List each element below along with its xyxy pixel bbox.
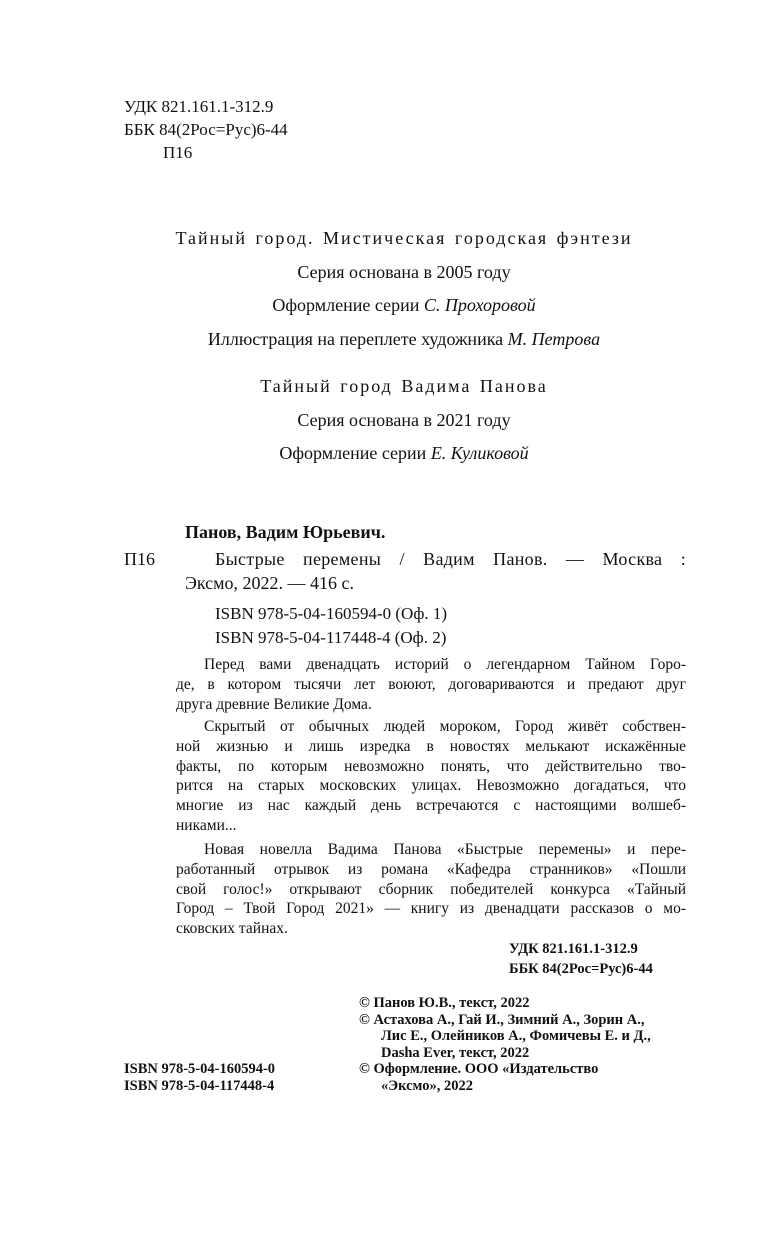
- series2-founded: Серия основана в 2021 году: [297, 410, 511, 430]
- annotation-line: никами...: [176, 816, 237, 834]
- copyright-line: © Оформление. ООО «Издательство: [359, 1061, 599, 1077]
- author-mark-top: П16: [163, 143, 193, 162]
- entry-author: Панов, Вадим Юрьевич.: [185, 522, 386, 542]
- annotation-line: сковских тайнах.: [176, 920, 288, 938]
- annotation-line: друга древние Великие Дома.: [176, 695, 372, 713]
- annotation-paragraph-3: [176, 840, 686, 939]
- series1-design-label: Оформление серии: [272, 295, 420, 315]
- copyright-line: © Панов Ю.В., текст, 2022: [359, 995, 530, 1011]
- isbn-line: ISBN 978-5-04-117448-4: [124, 1077, 275, 1094]
- annotation-line: ной жизнью и лишь изредка в новостях мелькают искажённые: [176, 737, 686, 755]
- entry-title-line2: Эксмо, 2022. — 416 с.: [185, 573, 355, 593]
- annotation-paragraph-1: [176, 655, 686, 714]
- isbn-line: ISBN 978-5-04-160594-0: [124, 1061, 276, 1077]
- series2-design-label: Оформление серии: [279, 443, 427, 463]
- series1-design: [0, 294, 768, 316]
- series1-illustration: [0, 328, 768, 350]
- series1-illustration-name: М. Петрова: [507, 329, 601, 349]
- annotation-line: де, в котором тысячи лет воюют, договариваются и предают друг: [176, 675, 686, 693]
- entry-isbn2: ISBN 978-5-04-117448-4 (Оф. 2): [215, 628, 447, 647]
- annotation-line: факты, по которым невозможно понять, что действительно тво-: [176, 757, 686, 775]
- bbk-code-bottom: ББК 84(2Рос=Рус)6-44: [509, 961, 653, 977]
- series2-design: [0, 442, 768, 464]
- copyright-line: «Эксмо», 2022: [381, 1077, 473, 1094]
- series2-title: Тайный город Вадима Панова: [260, 376, 548, 396]
- annotation-paragraph-2: [176, 717, 686, 836]
- copyright-line: © Астахова А., Гай И., Зимний А., Зорин А.,: [359, 1011, 645, 1028]
- annotation-line: рится на старых московских улицах. Невозможно догадаться, что: [176, 777, 686, 795]
- udk-code-bottom: УДК 821.161.1-312.9: [509, 941, 638, 957]
- entry-mark: П16: [124, 549, 155, 569]
- annotation-line: работанный отрывок из романа «Кафедра странников» «Пошли: [176, 860, 686, 878]
- annotation-line: свой голос!» открывают сборник победителей конкурса «Тайный: [176, 880, 686, 898]
- annotation-line: Город – Твой Город 2021» — книгу из двенадцати рассказов о мо-: [176, 900, 686, 918]
- annotation-line: Перед вами двенадцать историй о легендарном Тайном Горо-: [204, 656, 686, 673]
- entry-title-line1: Быстрые перемены / Вадим Панов. — Москва :: [215, 549, 686, 569]
- entry-isbn1: ISBN 978-5-04-160594-0 (Оф. 1): [215, 604, 447, 623]
- annotation-line: Новая новелла Вадима Панова «Быстрые перемены» и пере-: [204, 841, 686, 858]
- annotation-line: Скрытый от обычных людей мороком, Город живёт собствен-: [204, 718, 686, 735]
- bbk-code-top: ББК 84(2Рос=Рус)6-44: [124, 120, 288, 139]
- copyright-line: Лис Е., Олейников А., Фомичевы Е. и Д.,: [381, 1028, 651, 1044]
- series1-title: Тайный город. Мистическая городская фэнтези: [175, 228, 633, 248]
- copyright-line: Dasha Ever, текст, 2022: [381, 1044, 530, 1061]
- copyright-block: [359, 995, 651, 1094]
- isbn-block-bottom: [124, 1061, 275, 1094]
- series1-design-name: С. Прохоровой: [423, 295, 536, 315]
- series1-founded: Серия основана в 2005 году: [297, 262, 511, 282]
- series1-illustration-label: Иллюстрация на переплете художника: [207, 329, 504, 349]
- series2-design-name: Е. Куликовой: [430, 443, 529, 463]
- udk-code-top: УДК 821.161.1-312.9: [124, 97, 274, 116]
- annotation-line: многие из нас каждый день встречаются с настоящими волшеб-: [176, 797, 686, 815]
